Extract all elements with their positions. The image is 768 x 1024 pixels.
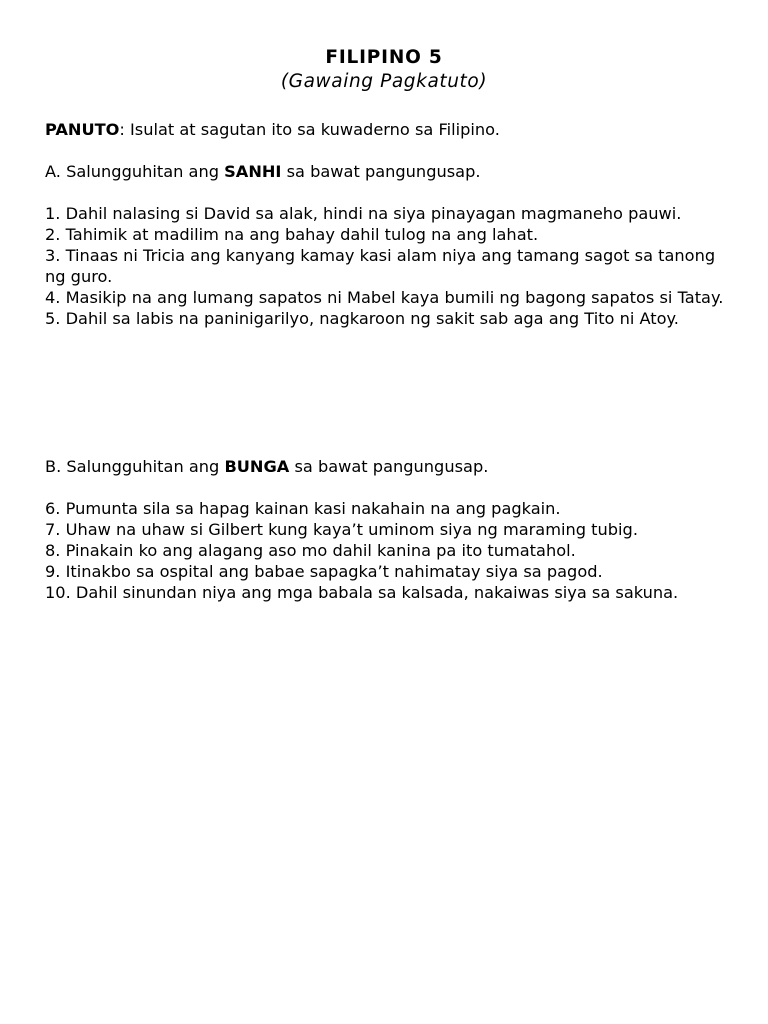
list-item: 1. Dahil nalasing si David sa alak, hindi na siya pinayagan magmaneho pauwi. [45, 204, 682, 223]
section-b-suffix: sa bawat pangungusap. [289, 457, 489, 476]
list-item: 3. Tinaas ni Tricia ang kanyang kamay kasi alam niya ang tamang sagot sa tanong ng guro. [45, 246, 716, 286]
page-title: FILIPINO 5 [325, 47, 443, 68]
section-b-keyword: BUNGA [224, 457, 290, 476]
section-b-list [45, 498, 735, 603]
section-b-prefix: B. Salungguhitan ang [45, 457, 225, 476]
list-item: 4. Masikip na ang lumang sapatos ni Mabel kaya bumili ng bagong sapatos si Tatay. [45, 288, 724, 307]
list-item: 10. Dahil sinundan niya ang mga babala sa kalsada, nakaiwas siya sa sakuna. [45, 583, 679, 602]
instructions-label: PANUTO [45, 120, 120, 139]
section-a-suffix: sa bawat pangungusap. [281, 162, 481, 181]
section-a-heading [45, 161, 735, 182]
section-a-prefix: A. Salungguhitan ang [45, 162, 225, 181]
page-subtitle: (Gawaing Pagkatuto) [280, 71, 488, 92]
list-item: 5. Dahil sa labis na paninigarilyo, nagkaroon ng sakit sab aga ang Tito ni Atoy. [45, 309, 679, 328]
list-item: 7. Uhaw na uhaw si Gilbert kung kaya’t uminom siya ng maraming tubig. [45, 520, 638, 539]
list-item: 2. Tahimik at madilim na ang bahay dahil tulog na ang lahat. [45, 225, 539, 244]
list-item: 8. Pinakain ko ang alagang aso mo dahil kanina pa ito tumatahol. [45, 541, 576, 560]
list-item: 6. Pumunta sila sa hapag kainan kasi nakahain na ang pagkain. [45, 499, 561, 518]
instructions-paragraph [45, 119, 735, 140]
section-b-heading [45, 456, 735, 477]
section-a-list [45, 203, 735, 329]
list-item: 9. Itinakbo sa ospital ang babae sapagka’t nahimatay siya sa pagod. [45, 562, 603, 581]
section-a-keyword: SANHI [224, 162, 282, 181]
instructions-text: : Isulat at sagutan ito sa kuwaderno sa Filipino. [119, 120, 500, 139]
